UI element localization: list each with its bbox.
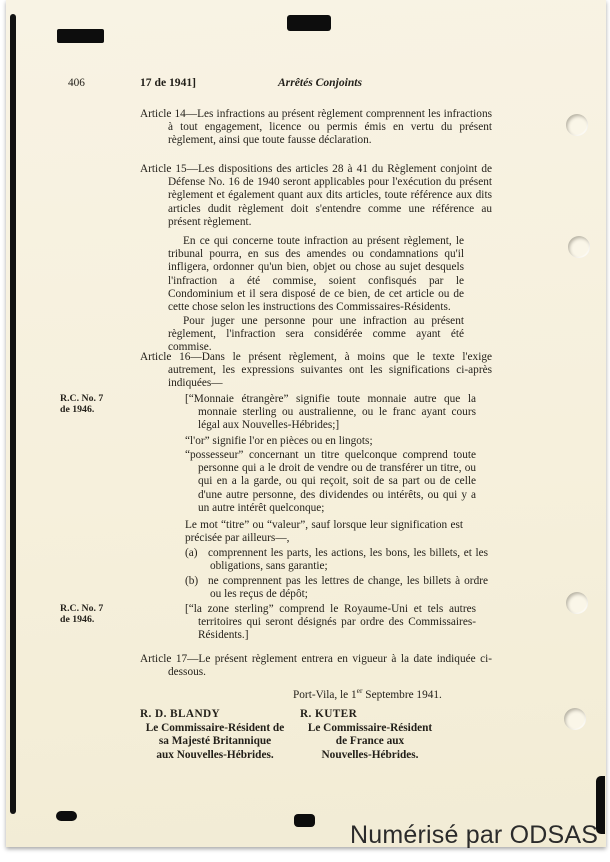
dateline-text-end: Septembre 1941. (362, 688, 442, 701)
list-item-b-marker: (b) (185, 575, 199, 587)
article-15-paragraph-2: En ce qui concerne toute infraction au présent règlement, le tribunal pourra, en sus des amendes ou condamnations qu'il infligera, ordonner qu'un bien, objet ou chose au sujet desquels l'infraction a été commise, soient confisqués par le Condominium et il sera disposé de ce bien, de cet article ou de cette chose selon les instructions des Commissaires-Résidents. (168, 235, 464, 314)
scan-artifact-mark-bottom-left (56, 811, 77, 821)
punch-hole-1 (566, 114, 588, 136)
article-15-paragraph-1: Article 15—Les dispositions des articles 28 à 41 du Règlement conjoint de Défense No. 16 de 1940 seront applicables pour l'exécution du présent règlement et également quant aux dits articles, toute référence aux dits articles dudit règlement doit s'entendre comme une référence au présent règlement. (140, 163, 492, 228)
punch-hole-4 (564, 708, 586, 730)
scan-artifact-mark-top-center (287, 15, 331, 31)
list-item-a (185, 547, 488, 573)
definition-possesseur: “possesseur” concernant un titre quelconque comprend toute personne qui a le droit de vendre ou de transférer un titre, ou qui en a la garde, ou qui reçoit, soit de sa part ou de celle d'une autre personne, des dividendes ou intérêts, ou qui y a un autre intérêt quelconque; (185, 449, 476, 514)
journal-title: Arrêtés Conjoints (277, 76, 363, 89)
article-16-paragraph: Article 16—Dans le présent règlement, à moins que le texte l'exige autrement, les expressions suivantes ont les significations ci-après indiquées— (140, 351, 492, 390)
definition-titre-valeur: Le mot “titre” ou “valeur”, sauf lorsque leur signification est précisée par ailleurs—, (185, 519, 463, 545)
dateline (293, 684, 442, 702)
list-item-a-text: comprennent les parts, les actions, les bons, les billets, et les obligations, sans garantie; (208, 547, 488, 573)
binding-edge-shadow (10, 14, 16, 814)
signatory-name-french: R. KUTER (300, 708, 358, 720)
dateline-superscript: er (356, 686, 363, 695)
signatory-name-british: R. D. BLANDY (140, 708, 221, 720)
signatory-title-british-line2: sa Majesté Britannique (158, 735, 272, 748)
article-14-paragraph: Article 14—Les infractions au présent règlement comprennent les infractions à tout engagement, licence ou permis émis en vertu du présent règlement, ainsi que toute fausse déclaration. (140, 108, 492, 147)
margin-note-1-line1: R.C. No. 7 (60, 393, 104, 404)
signatory-title-british-line1: Le Commissaire-Résident de (145, 721, 285, 734)
dateline-text: Port-Vila, le 1 (293, 688, 357, 701)
scan-credit: Numérisé par ODSAS (350, 821, 599, 849)
signature-block-french (300, 708, 440, 762)
article-15-paragraph-3: Pour juger une personne pour une infraction au présent règlement, l'infraction sera considérée comme ayant été commise. (168, 315, 464, 354)
scan-artifact-mark-top-left (57, 29, 104, 43)
scan-artifact-mark-bottom-center (294, 814, 315, 827)
signatory-title-british-line3: aux Nouvelles-Hébrides. (156, 748, 274, 761)
signature-block-british (140, 708, 290, 762)
signatory-title-french-line1: Le Commissaire-Résident (307, 721, 433, 734)
definition-or: “l'or” signifie l'or en pièces ou en lingots; (185, 435, 373, 447)
list-item-a-marker: (a) (185, 547, 198, 559)
margin-note-2 (60, 603, 138, 625)
signatory-title-french-line3: Nouvelles-Hébrides. (321, 748, 419, 761)
article-17-paragraph: Article 17—Le présent règlement entrera en vigueur à la date indiquée ci-dessous. (140, 653, 492, 679)
issue-reference: 17 de 1941] (140, 76, 197, 89)
list-item-b (185, 575, 488, 601)
definition-monnaie-etrangere: [“Monnaie étrangère” signifie toute monnaie autre que la monnaie sterling ou australienne, ou le franc ayant cours légal aux Nouvelles-Hébrides;] (185, 393, 476, 432)
signatory-title-french-line2: de France aux (335, 735, 405, 748)
margin-note-1-line2: de 1946. (60, 404, 95, 416)
punch-hole-3 (566, 592, 588, 614)
page-number: 406 (68, 77, 85, 89)
definition-zone-sterling: [“la zone sterling” comprend le Royaume-Uni et tels autres territoires qui seront désignés par ordre des Commissaires-Résidents.] (185, 603, 476, 642)
list-item-b-text: ne comprennent pas les lettres de change, les billets à ordre ou les reçus de dépôt; (208, 575, 488, 601)
margin-note-2-line2: de 1946. (60, 614, 95, 626)
margin-note-1 (60, 393, 138, 415)
punch-hole-2 (568, 236, 590, 258)
margin-note-2-line1: R.C. No. 7 (60, 603, 104, 614)
